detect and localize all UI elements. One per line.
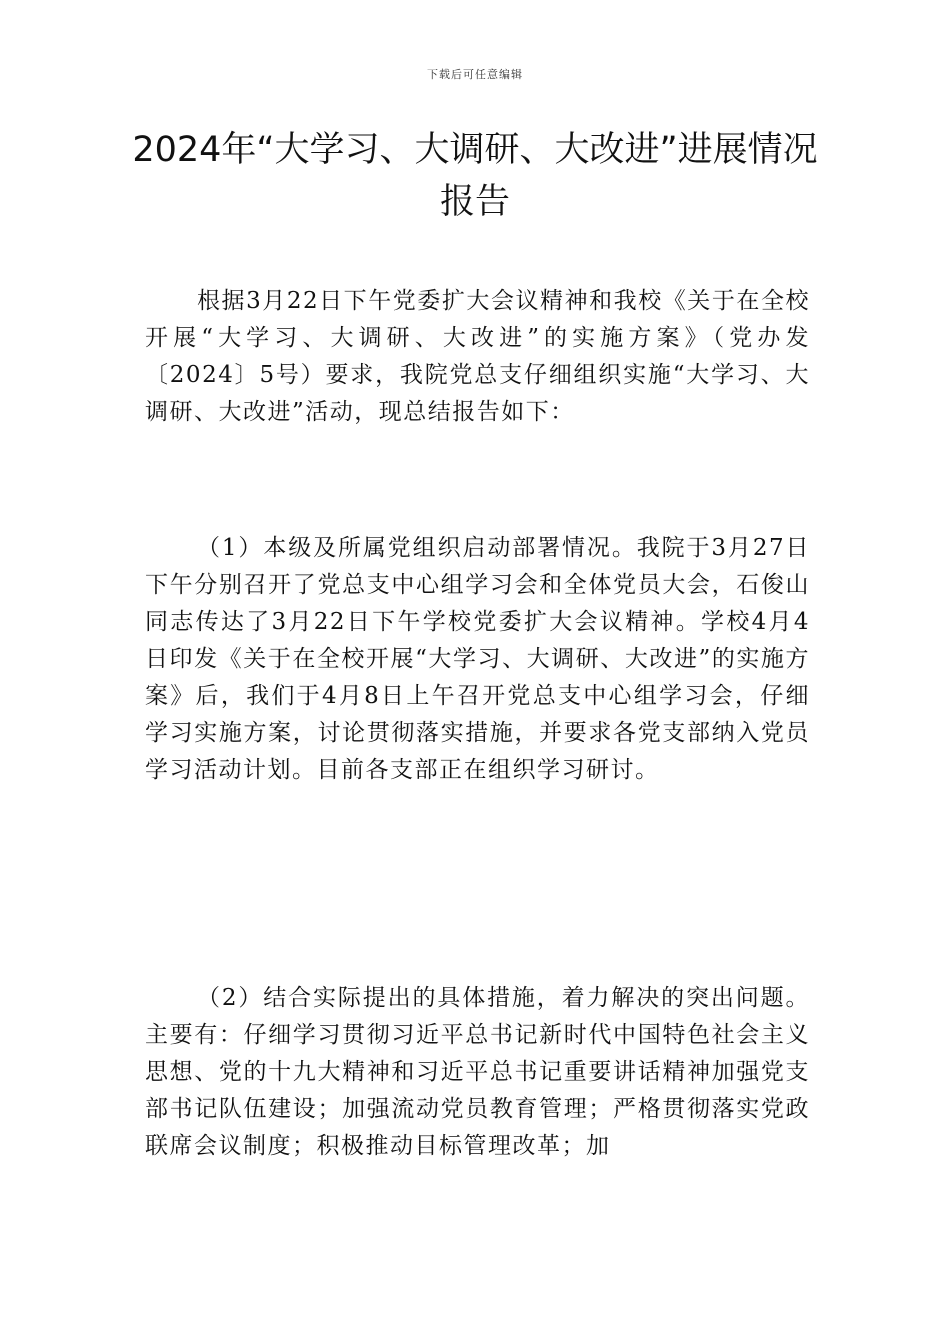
header-note: 下载后可任意编辑 — [427, 68, 523, 81]
paragraph-intro: 根据3月22日下午党委扩大会议精神和我校《关于在全校开展“大学习、大调研、大改进”的实施方案》（党办发〔2024〕5号）要求，我院党总支仔细组织实施“大学习、大调研、大改进”活动，现总结报告如下： — [145, 288, 810, 425]
paragraph-deployment: （1）本级及所属党组织启动部署情况。我院于3月27日下午分别召开了党总支中心组学习会和全体党员大会，石俊山同志传达了3月22日下午学校党委扩大会议精神。学校4月4日印发《关于在全校开展“大学习、大调研、大改进”的实施方案》后，我们于4月8日上午召开党总支中心组学习会，仔细学习实施方案，讨论贯彻落实措施，并要求各党支部纳入党员学习活动计划。目前各支部正在组织学习研讨。 — [145, 535, 810, 783]
document-title: 2024年“大学习、大调研、大改进”进展情况报告 — [132, 130, 818, 222]
paragraph-measures: （2）结合实际提出的具体措施，着力解决的突出问题。主要有：仔细学习贯彻习近平总书记新时代中国特色社会主义思想、党的十九大精神和习近平总书记重要讲话精神加强党支部书记队伍建设；加强流动党员教育管理；严格贯彻落实党政联席会议制度；积极推动目标管理改革；加 — [145, 985, 810, 1159]
